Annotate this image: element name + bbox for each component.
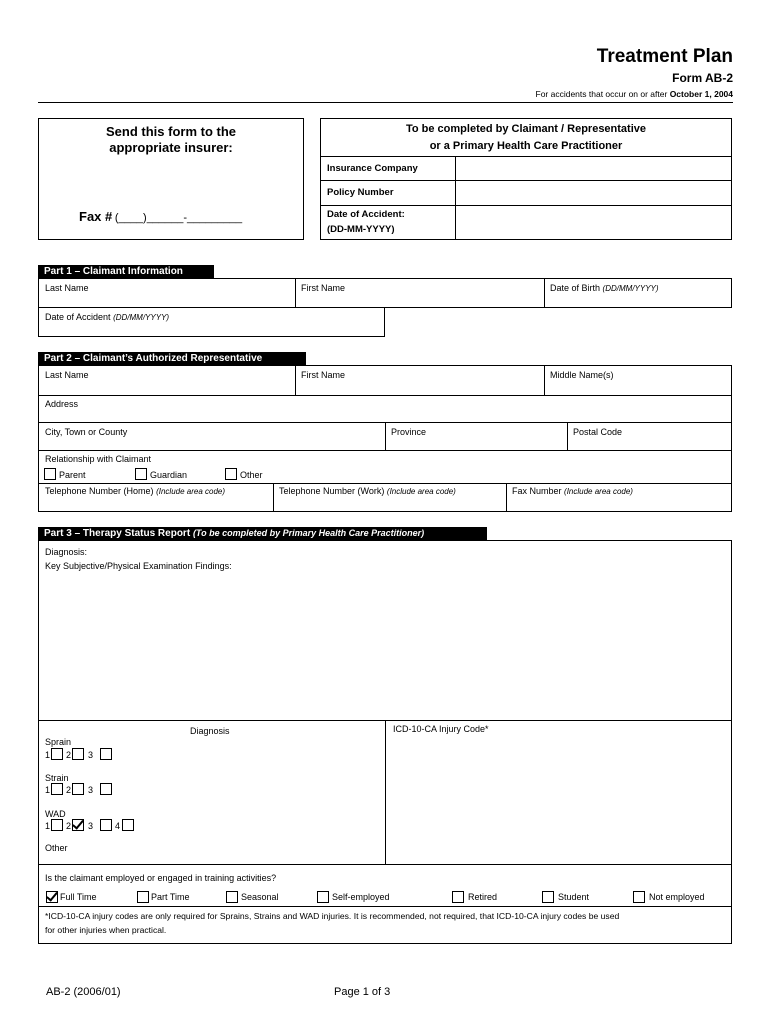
sprain-1: 1: [45, 750, 51, 760]
p2-h1: [39, 395, 731, 396]
wad-label: WAD: [45, 809, 66, 819]
tel-work-note: (Include area code): [386, 487, 456, 496]
not-employed-label: Not employed: [649, 892, 705, 902]
dob-text: Date of Birth: [550, 283, 601, 293]
date-of-accident-label: Date of Accident:: [327, 209, 405, 220]
seasonal-label: Seasonal: [241, 892, 279, 902]
not-employed-checkbox[interactable]: [633, 891, 645, 903]
retired-label: Retired: [468, 892, 498, 902]
parent-checkbox[interactable]: [44, 468, 56, 480]
complete-line1: To be completed by Claimant / Representative: [405, 123, 647, 135]
part1-div-a: [295, 279, 296, 307]
strain-1: 1: [45, 785, 51, 795]
diag-col-header: Diagnosis: [190, 726, 230, 736]
part1-div-b: [544, 279, 545, 307]
p2-address-label: Address: [45, 399, 79, 409]
wad-4-checkbox[interactable]: [122, 819, 134, 831]
p2-h3: [39, 450, 731, 451]
fax-number-note: (Include area code): [564, 487, 633, 496]
strain-2-checkbox[interactable]: [72, 783, 84, 795]
p1-last-name-label: Last Name: [45, 283, 89, 293]
employment-section: [38, 864, 732, 944]
icd-footnote-1: *ICD-10-CA injury codes are only required for Sprains, Strains and WAD injuries. It is recommended, not required, that ICD-10-CA injury codes be used: [45, 911, 620, 921]
student-label: Student: [558, 892, 590, 902]
header-rule: [38, 102, 733, 103]
wad-4: 4: [115, 821, 121, 831]
diag-col-divider: [385, 721, 386, 864]
form-subtitle: [536, 89, 734, 99]
p2-v2: [544, 366, 545, 395]
p2-v1: [295, 366, 296, 395]
complete-line2: or a Primary Health Care Practitioner: [429, 140, 623, 152]
policy-number-label: Policy Number: [327, 187, 394, 198]
fax-line: [79, 209, 242, 224]
icd-footnote-2: for other injuries when practical.: [45, 925, 167, 935]
insurance-company-field[interactable]: [459, 159, 727, 178]
wad-3: 3: [88, 821, 94, 831]
employment-divider: [39, 906, 731, 907]
wad-2-checkbox[interactable]: [72, 819, 84, 831]
part1-row1: [38, 278, 732, 308]
seasonal-checkbox[interactable]: [226, 891, 238, 903]
p2-v6: [506, 483, 507, 511]
findings-label: Key Subjective/Physical Examination Findings:: [45, 561, 232, 571]
guardian-checkbox[interactable]: [135, 468, 147, 480]
p2-relationship-label: Relationship with Claimant: [45, 454, 152, 464]
tel-home-note: (Include area code): [156, 487, 226, 496]
insurance-company-label: Insurance Company: [327, 163, 418, 174]
part-time-label: Part Time: [151, 892, 190, 902]
icd-col-header: ICD-10-CA Injury Code*: [393, 724, 489, 734]
other-diagnosis-label: Other: [45, 843, 68, 853]
doa-format: (DD/MM/YYYY): [113, 313, 170, 322]
part2-table: [38, 365, 732, 512]
p1-first-name-label: First Name: [301, 283, 346, 293]
strain-2: 2: [66, 785, 72, 795]
p2-middle-names-label: Middle Name(s): [550, 370, 614, 380]
send-line2: appropriate insurer:: [109, 140, 233, 155]
p2-postal-label: Postal Code: [573, 427, 623, 437]
parent-label: Parent: [59, 470, 86, 480]
p2-last-name-label: Last Name: [45, 370, 89, 380]
employment-question: Is the claimant employed or engaged in training activities?: [45, 873, 277, 883]
p2-v5: [273, 483, 274, 511]
complete-divider-1: [321, 156, 731, 157]
retired-checkbox[interactable]: [452, 891, 464, 903]
part3-title: Part 3 – Therapy Status Report: [44, 528, 191, 539]
complete-col-divider: [455, 156, 456, 240]
form-title: Treatment Plan: [596, 46, 733, 67]
self-employed-checkbox[interactable]: [317, 891, 329, 903]
wad-1-checkbox[interactable]: [51, 819, 63, 831]
sprain-1-checkbox[interactable]: [51, 748, 63, 760]
diagnosis-table: [38, 720, 732, 865]
part3-header: [38, 527, 487, 540]
fax-number-text: Fax Number: [512, 486, 562, 496]
policy-number-field[interactable]: [459, 183, 727, 202]
subtitle-prefix: For accidents that occur on or after: [535, 89, 668, 99]
part3-note: (To be completed by Primary Health Care Practitioner): [192, 528, 425, 538]
strain-1-checkbox[interactable]: [51, 783, 63, 795]
sprain-2: 2: [66, 750, 72, 760]
fax-number-label: [512, 486, 633, 496]
send-line1: Send this form to the: [106, 124, 236, 139]
p1-dob-label: [550, 283, 659, 293]
complete-divider-3: [321, 205, 731, 206]
part-time-checkbox[interactable]: [137, 891, 149, 903]
wad-1: 1: [45, 821, 51, 831]
tel-work-text: Telephone Number (Work): [279, 486, 385, 496]
wad-2: 2: [66, 821, 72, 831]
dob-format: (DD/MM/YYYY): [602, 284, 659, 293]
part2-header: Part 2 – Claimant’s Authorized Representative: [38, 352, 306, 365]
send-box: [38, 118, 304, 240]
tel-work-label: [279, 486, 456, 496]
page-number: Page 1 of 3: [334, 986, 391, 998]
accident-date-field[interactable]: [459, 208, 727, 238]
other-checkbox[interactable]: [225, 468, 237, 480]
fax-blank[interactable]: (____)______-_________: [114, 212, 243, 224]
subtitle-date: October 1, 2004: [669, 89, 733, 99]
p1-date-of-accident-label: [45, 312, 169, 322]
form-code-footer: AB-2 (2006/01): [46, 986, 121, 998]
date-of-accident-format: (DD-MM-YYYY): [327, 224, 395, 235]
guardian-label: Guardian: [150, 470, 188, 480]
part1-row2: [38, 307, 385, 337]
part1-header: Part 1 – Claimant Information: [38, 265, 214, 278]
part3-findings[interactable]: [38, 540, 732, 721]
p2-h4: [39, 483, 731, 484]
wad-3-checkbox[interactable]: [100, 819, 112, 831]
self-employed-label: Self-employed: [332, 892, 390, 902]
strain-3: 3: [88, 785, 94, 795]
p2-first-name-label: First Name: [301, 370, 346, 380]
full-time-label: Full Time: [60, 892, 97, 902]
p2-v3: [385, 422, 386, 450]
sprain-label: Sprain: [45, 737, 72, 747]
sprain-3: 3: [88, 750, 94, 760]
complete-box: [320, 118, 732, 240]
student-checkbox[interactable]: [542, 891, 554, 903]
p2-province-label: Province: [391, 427, 427, 437]
p2-v4: [567, 422, 568, 450]
strain-3-checkbox[interactable]: [100, 783, 112, 795]
other-label: Other: [240, 470, 263, 480]
fax-label: Fax #: [79, 209, 113, 224]
form-id: Form AB-2: [672, 71, 733, 85]
sprain-3-checkbox[interactable]: [100, 748, 112, 760]
doa-text: Date of Accident: [45, 312, 111, 322]
complete-divider-2: [321, 180, 731, 181]
tel-home-label: [45, 486, 225, 496]
diagnosis-label: Diagnosis:: [45, 547, 88, 557]
sprain-2-checkbox[interactable]: [72, 748, 84, 760]
p2-city-label: City, Town or County: [45, 427, 128, 437]
full-time-checkbox[interactable]: [46, 891, 58, 903]
strain-label: Strain: [45, 773, 69, 783]
tel-home-text: Telephone Number (Home): [45, 486, 154, 496]
